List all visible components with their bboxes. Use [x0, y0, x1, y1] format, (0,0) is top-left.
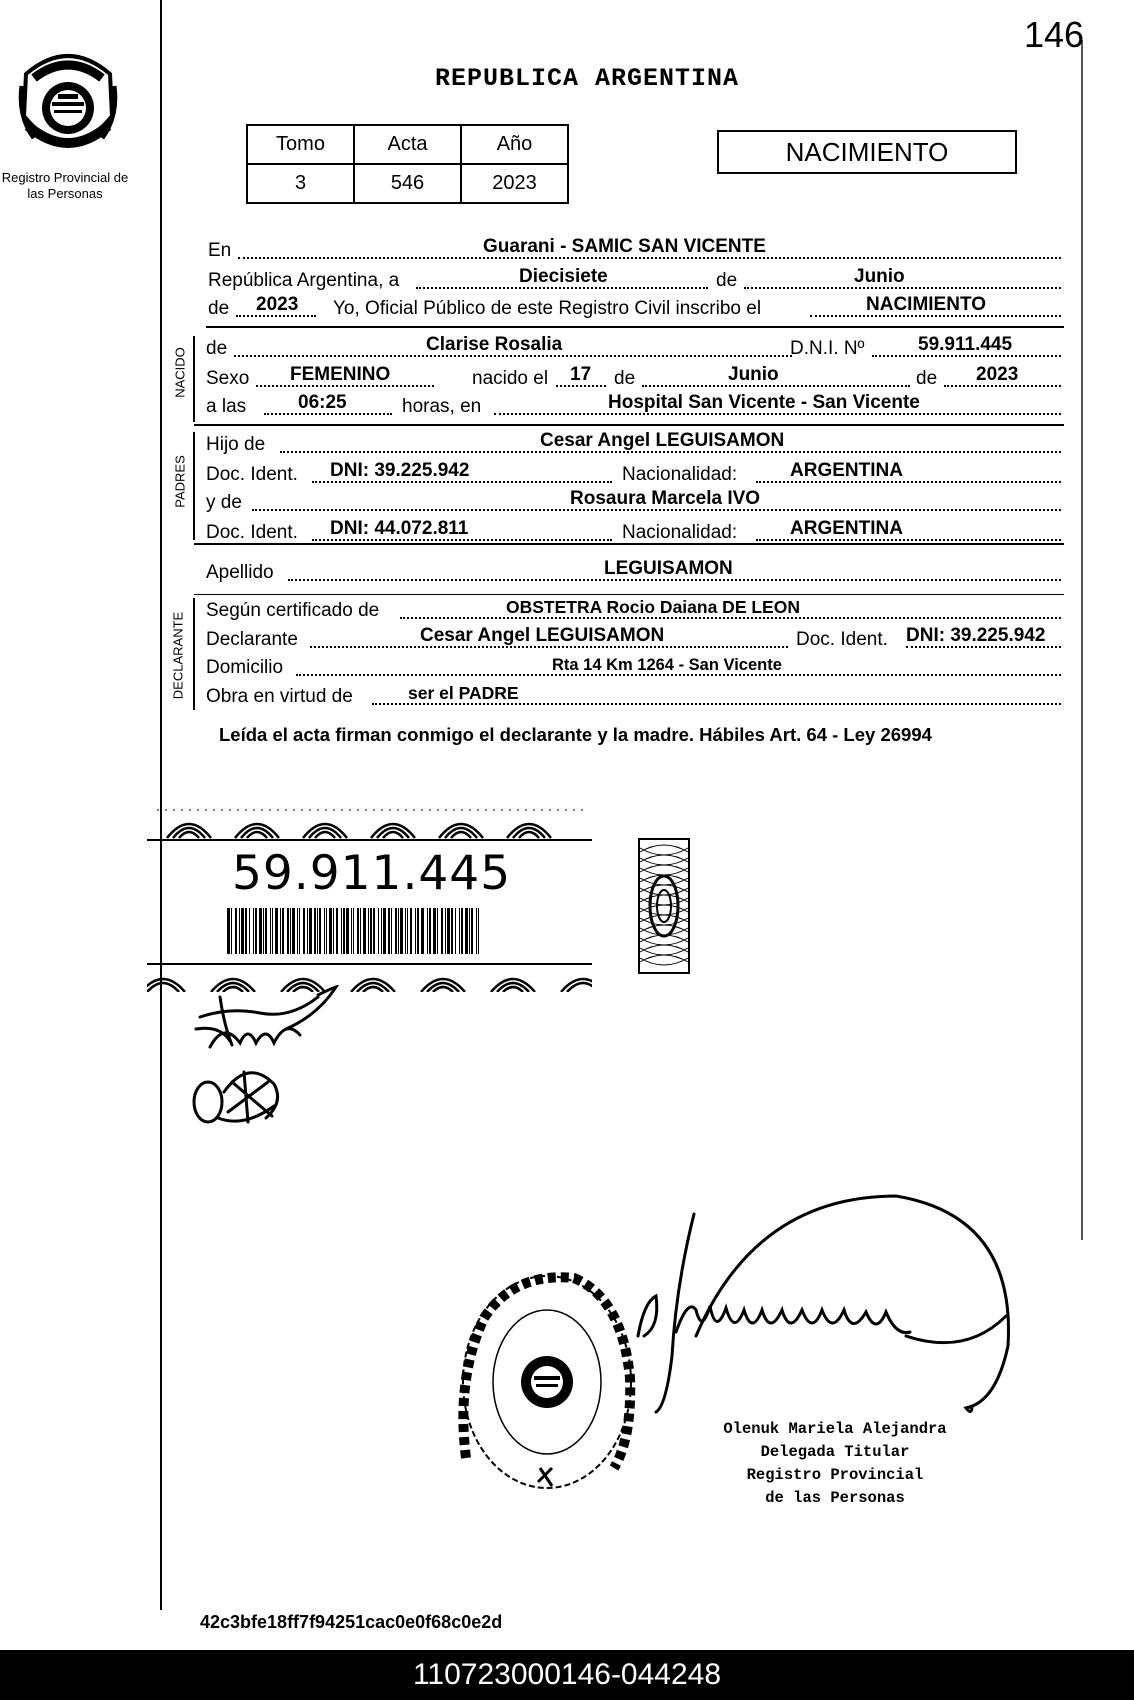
barcode-bar	[437, 908, 438, 954]
anio-header: Año	[461, 125, 568, 164]
barcode-bar	[272, 908, 273, 954]
birth-month-value: Junio	[728, 364, 779, 385]
barcode-bar	[351, 908, 352, 954]
barcode-bar	[417, 908, 419, 954]
official-name: Olenuk Mariela Alejandra	[723, 1420, 947, 1438]
barcode-bar	[433, 908, 436, 954]
barcode-bar	[290, 908, 291, 954]
barcode-bar	[478, 908, 479, 954]
barcode-bar	[307, 908, 308, 954]
row-en: En Guarani - SAMIC SAN VICENTE	[206, 238, 1061, 264]
father-name-value: Cesar Angel LEGUISAMON	[540, 430, 785, 451]
official-stamp	[454, 1268, 640, 1504]
registry-table	[246, 124, 569, 204]
row-declarante: Declarante Cesar Angel LEGUISAMON Doc. Ident. DNI: 39.225.942	[206, 627, 1061, 653]
barcode-bar	[303, 908, 305, 954]
barcode-bar	[415, 908, 416, 954]
day-value: Diecisiete	[519, 266, 608, 287]
barcode-bar	[319, 908, 321, 954]
logo-caption: Registro Provincial de las Personas	[1, 170, 129, 201]
barcode-bar	[378, 908, 379, 954]
barcode-bar	[373, 908, 375, 954]
reading-note: Leída el acta firman conmigo el declarante y la madre. Hábiles Art. 64 - Ley 26994	[219, 724, 932, 745]
barcode-bar	[282, 908, 284, 954]
barcode-bar	[388, 908, 390, 954]
barcode-bar	[326, 908, 327, 954]
tomo-value: 3	[247, 164, 354, 203]
row-sexo: Sexo FEMENINO nacido el 17 de Junio de 2023	[206, 366, 1061, 392]
barcode-bar	[398, 908, 399, 954]
fingerprint-mark	[188, 1062, 288, 1128]
barcode-bar	[445, 908, 446, 954]
row-apellido: Apellido LEGUISAMON	[206, 560, 1061, 586]
barcode-bar	[357, 908, 359, 954]
barcode-bar	[461, 908, 463, 954]
barcode-bar	[245, 908, 247, 954]
address-value: Rta 14 Km 1264 - San Vicente	[552, 656, 782, 674]
barcode-bar	[395, 908, 397, 954]
doc-type-box: NACIMIENTO	[717, 130, 1017, 174]
barcode-bar	[287, 908, 289, 954]
document-title: REPUBLICA ARGENTINA	[435, 64, 740, 93]
barcode-bar	[270, 908, 271, 954]
child-dni-value: 59.911.445	[918, 334, 1013, 355]
anio-value: 2023	[461, 164, 568, 203]
dni-sticker	[147, 806, 592, 992]
row-republica: República Argentina, a Diecisiete de Junio	[206, 268, 1061, 294]
barcode-bar	[429, 908, 431, 954]
mother-nationality-value: ARGENTINA	[790, 518, 903, 539]
provincial-seal-logo	[14, 46, 122, 164]
barcode-bar	[363, 908, 366, 954]
father-doc-value: DNI: 39.225.942	[330, 460, 470, 481]
barcode-bar	[292, 908, 295, 954]
barcode-bar	[341, 908, 342, 954]
barcode-bar	[471, 908, 473, 954]
barcode-bar	[400, 908, 403, 954]
sex-value: FEMENINO	[290, 364, 391, 385]
right-margin-line	[1081, 40, 1083, 1240]
birth-day-value: 17	[570, 364, 592, 385]
barcode-bar	[407, 908, 408, 954]
row-hora: a las 06:25 horas, en Hospital San Vicente - San Vicente	[206, 394, 1061, 420]
surname-value: LEGUISAMON	[604, 558, 733, 579]
barcode-bar	[370, 908, 372, 954]
barcode-bar	[455, 908, 456, 954]
barcode-bar	[309, 908, 312, 954]
barcode-bar	[235, 908, 237, 954]
barcode-bar	[476, 908, 477, 954]
mother-doc-value: DNI: 44.072.811	[330, 518, 469, 539]
barcode-bar	[280, 908, 281, 954]
year-value: 2023	[256, 294, 299, 315]
separator-2	[194, 424, 1064, 426]
declarant-name-value: Cesar Angel LEGUISAMON	[420, 625, 665, 646]
row-y-de: y de Rosaura Marcela IVO	[206, 490, 1061, 516]
document-hash: 42c3bfe18ff7f94251cac0e0f68c0e2d	[200, 1612, 503, 1632]
place-value: Guarani - SAMIC SAN VICENTE	[483, 236, 766, 257]
birth-place-value: Hospital San Vicente - San Vicente	[608, 392, 920, 413]
row-padre-doc: Doc. Ident. DNI: 39.225.942 Nacionalidad: ARGENTINA	[206, 462, 1061, 488]
row-hijo-de: Hijo de Cesar Angel LEGUISAMON	[206, 432, 1061, 458]
barcode-bar	[275, 908, 278, 954]
barcode-bar	[346, 908, 349, 954]
barcode-bar	[427, 908, 428, 954]
official-org-2: de las Personas	[765, 1489, 905, 1507]
barcode-bar	[249, 908, 250, 954]
row-domicilio: Domicilio Rta 14 Km 1264 - San Vicente	[206, 655, 1061, 681]
barcode-bar	[263, 908, 264, 954]
barcode-bar	[353, 908, 354, 954]
certificate-value: OBSTETRA Rocio Daiana DE LEON	[506, 597, 800, 617]
barcode-bar	[253, 908, 254, 954]
barcode-bar	[381, 908, 382, 954]
section-label-declarante: DECLARANTE	[170, 611, 186, 700]
separator-4	[194, 594, 1064, 595]
barcode-bar	[343, 908, 345, 954]
security-hologram	[638, 838, 690, 974]
signature-block	[700, 1418, 970, 1510]
barcode-bar	[405, 908, 406, 954]
mother-name-value: Rosaura Marcela IVO	[570, 488, 761, 509]
official-signature	[636, 1186, 1032, 1414]
barcode-bar	[255, 908, 257, 954]
barcode-bar	[410, 908, 412, 954]
tomo-header: Tomo	[247, 125, 354, 164]
separator-3	[194, 543, 1064, 545]
row-madre-doc: Doc. Ident. DNI: 44.072.811 Nacionalidad: ARGENTINA	[206, 520, 1061, 546]
barcode-bar	[239, 908, 240, 954]
capacity-value: ser el PADRE	[408, 683, 519, 703]
birth-year-value: 2023	[976, 364, 1019, 385]
barcode-bar	[336, 908, 338, 954]
official-org-1: Registro Provincial	[746, 1466, 924, 1484]
barcode-bar	[451, 908, 453, 954]
barcode-bar	[333, 908, 334, 954]
barcode-bar	[231, 908, 232, 954]
declarant-signature	[190, 985, 340, 1055]
barcode-bar	[227, 908, 230, 954]
act-type-value: NACIMIENTO	[866, 294, 986, 315]
page-number: 146	[1024, 14, 1085, 55]
sticker-dni-number: 59.911.445	[232, 846, 512, 901]
declarant-doc-value: DNI: 39.225.942	[906, 625, 1046, 646]
row-obra: Obra en virtud de ser el PADRE	[206, 684, 1061, 710]
barcode-bar	[360, 908, 361, 954]
barcode-bar	[265, 908, 267, 954]
barcode-bar	[299, 908, 300, 954]
row-de-anio: de 2023 Yo, Oficial Público de este Registro Civil inscribo el NACIMIENTO	[206, 296, 1061, 322]
barcode-bar	[329, 908, 332, 954]
barcode-bar	[297, 908, 298, 954]
section-label-nacido: NACIDO	[172, 347, 188, 398]
row-certificado: Según certificado de OBSTETRA Rocio Daiana DE LEON	[206, 598, 1061, 624]
barcode-bar	[465, 908, 468, 954]
barcode-bar	[324, 908, 325, 954]
acta-value: 546	[354, 164, 461, 203]
barcode-bar	[241, 908, 244, 954]
barcode-bar	[459, 908, 460, 954]
barcode-bar	[391, 908, 392, 954]
row-nombre: de Clarise Rosalia D.N.I. Nº 59.911.445	[206, 336, 1061, 362]
barcode-bar	[314, 908, 316, 954]
child-name-value: Clarise Rosalia	[426, 334, 563, 355]
father-nationality-value: ARGENTINA	[790, 460, 903, 481]
barcode-bar	[368, 908, 369, 954]
official-title: Delegada Titular	[760, 1443, 910, 1461]
barcode-bar	[383, 908, 386, 954]
separator-1	[206, 326, 1064, 328]
acta-header: Acta	[354, 125, 461, 164]
barcode-bar	[317, 908, 318, 954]
barcode-bar	[447, 908, 450, 954]
barcode-bar	[421, 908, 424, 954]
birth-time-value: 06:25	[298, 392, 347, 413]
barcode-bar	[259, 908, 262, 954]
barcode-bar	[469, 908, 470, 954]
footer-code: 110723000146-044248	[0, 1650, 1134, 1700]
section-label-padres: PADRES	[172, 455, 188, 508]
left-margin-line	[160, 0, 162, 1610]
month-value: Junio	[854, 266, 905, 287]
barcode-bar	[441, 908, 443, 954]
